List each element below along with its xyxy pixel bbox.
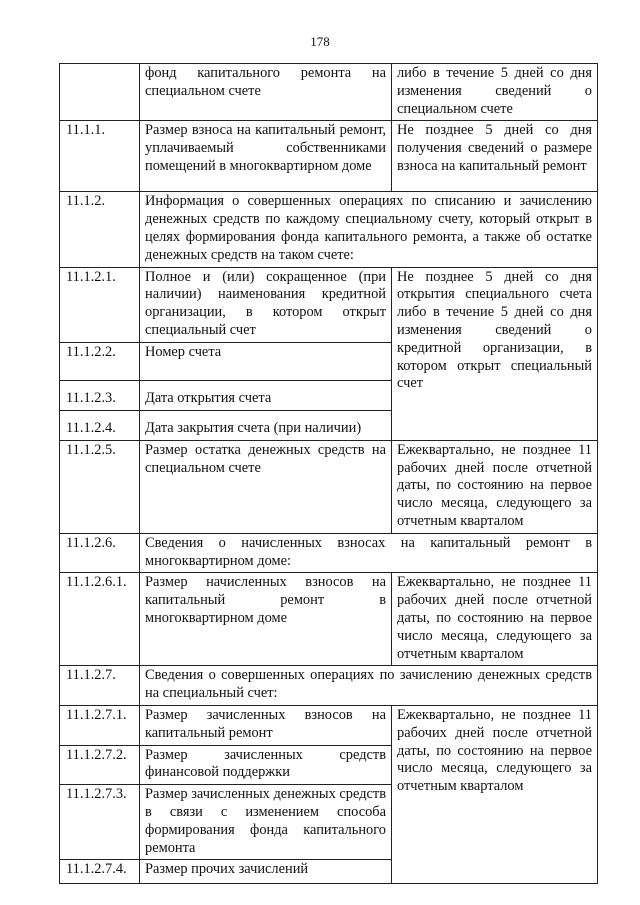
table-row — [60, 666, 598, 706]
row-number: 11.1.2. — [60, 192, 140, 267]
table-row — [60, 64, 598, 121]
table-row — [60, 121, 598, 192]
row-number: 11.1.2.4. — [60, 410, 140, 440]
row-description: Сведения о начисленных взносах на капитальный ремонт в многоквартирном доме: — [140, 533, 598, 573]
row-description: Информация о совершенных операциях по списанию и зачислению денежных средств по каждому специальному счету, который открыт в целях формирования фонда капитального ремонта, а также об остатке денежных средств на таком счете: — [140, 192, 598, 267]
table-row — [60, 192, 598, 267]
row-description: Размер начисленных взносов на капитальный ремонт в многоквартирном доме — [140, 573, 392, 666]
table-row — [60, 440, 598, 533]
table-row — [60, 705, 598, 745]
row-description: Размер взноса на капитальный ремонт, уплачиваемый собственниками помещений в многоквартирном доме — [140, 121, 392, 192]
disclosure-table — [59, 63, 598, 884]
row-number: 11.1.2.7.4. — [60, 860, 140, 884]
row-number: 11.1.2.3. — [60, 380, 140, 410]
row-description: Полное и (или) сокращенное (при наличии) наименования кредитной организации, в котором открыт специальный счет — [140, 267, 392, 342]
row-description: Размер зачисленных взносов на капитальный ремонт — [140, 705, 392, 745]
row-number: 11.1.2.6. — [60, 533, 140, 573]
row-deadline: Ежеквартально, не позднее 11 рабочих дней после отчетной даты, по состоянию на первое число месяца, следующего за отчетным кварталом — [392, 573, 598, 666]
row-description: Размер прочих зачислений — [140, 860, 392, 884]
row-description: Размер остатка денежных средств на специальном счете — [140, 440, 392, 533]
row-number: 11.1.2.7. — [60, 666, 140, 706]
row-deadline: Не позднее 5 дней со дня открытия специального счета либо в течение 5 дней со дня изменения сведений о кредитной организации, в котором открыт специальный счет — [392, 267, 598, 440]
row-deadline: Ежеквартально, не позднее 11 рабочих дней после отчетной даты, по состоянию на первое число месяца, следующего за отчетным кварталом — [392, 705, 598, 883]
row-number: 11.1.2.1. — [60, 267, 140, 342]
row-number — [60, 64, 140, 121]
table-row — [60, 533, 598, 573]
row-number: 11.1.2.7.3. — [60, 785, 140, 860]
table-row — [60, 573, 598, 666]
row-description: Сведения о совершенных операциях по зачислению денежных средств на специальный счет: — [140, 666, 598, 706]
page-number: 178 — [310, 34, 330, 49]
row-number: 11.1.2.2. — [60, 342, 140, 380]
row-number: 11.1.2.6.1. — [60, 573, 140, 666]
row-number: 11.1.2.7.1. — [60, 705, 140, 745]
row-description: Размер зачисленных денежных средств в связи с изменением способа формирования фонда капитального ремонта — [140, 785, 392, 860]
row-description: Номер счета — [140, 342, 392, 380]
row-number: 11.1.1. — [60, 121, 140, 192]
row-deadline: Ежеквартально, не позднее 11 рабочих дней после отчетной даты, по состоянию на первое число месяца, следующего за отчетным кварталом — [392, 440, 598, 533]
row-number: 11.1.2.7.2. — [60, 745, 140, 785]
row-number: 11.1.2.5. — [60, 440, 140, 533]
row-description: Дата закрытия счета (при наличии) — [140, 410, 392, 440]
row-deadline: Не позднее 5 дней со дня получения сведений о размере взноса на капитальный ремонт — [392, 121, 598, 192]
row-description: фонд капитального ремонта на специальном счете — [140, 64, 392, 121]
row-description: Размер зачисленных средств финансовой поддержки — [140, 745, 392, 785]
row-description: Дата открытия счета — [140, 380, 392, 410]
table-row — [60, 267, 598, 342]
row-deadline: либо в течение 5 дней со дня изменения сведений о специальном счете — [392, 64, 598, 121]
